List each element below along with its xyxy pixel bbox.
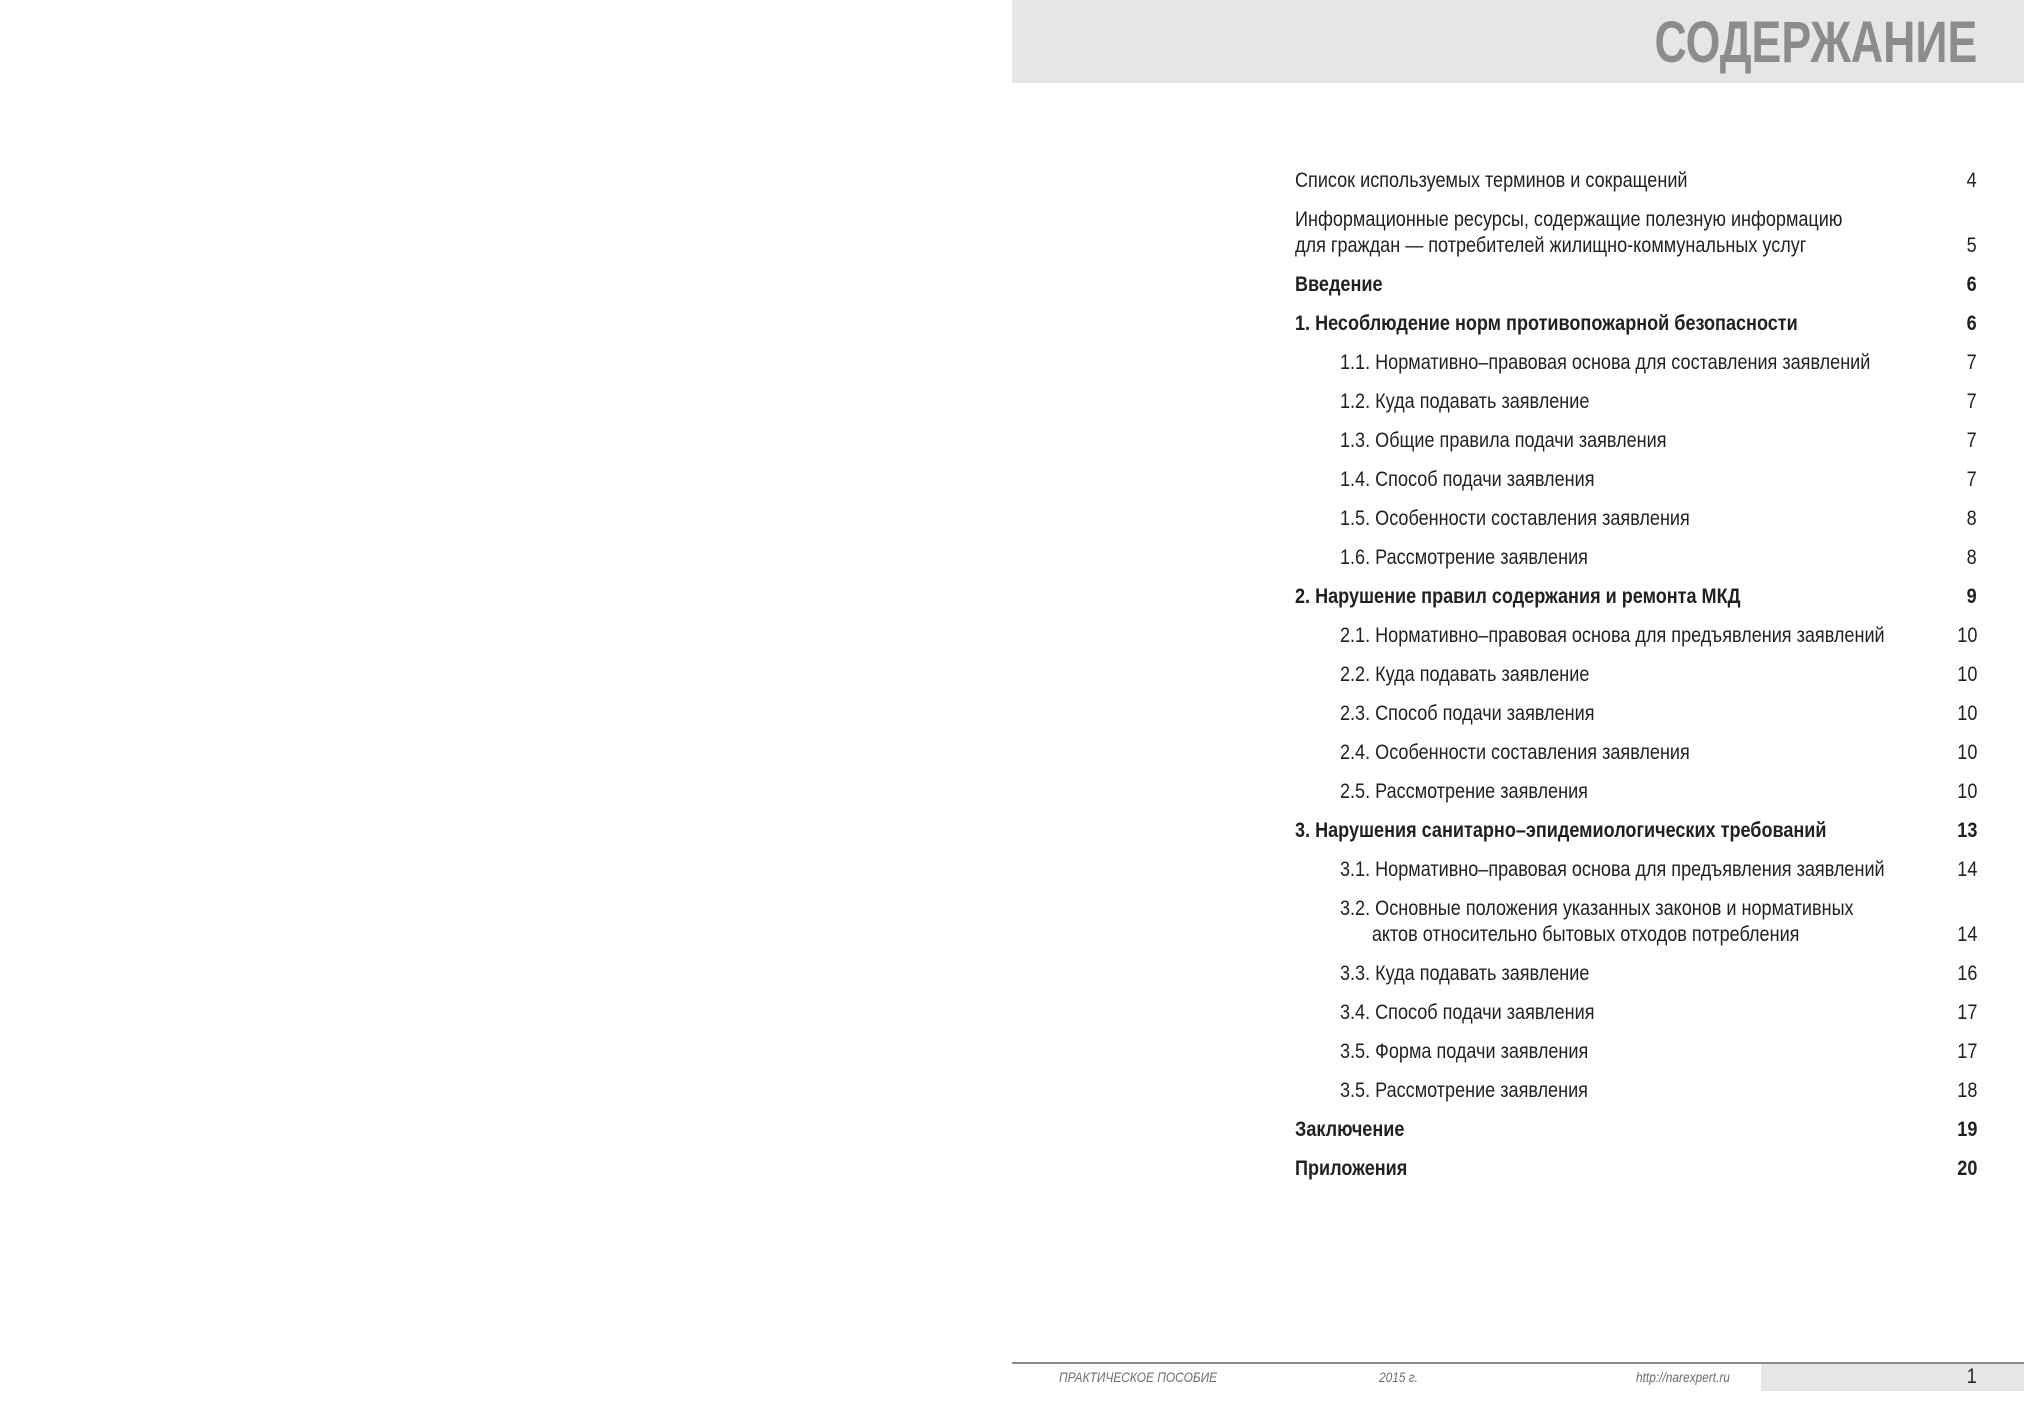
toc-entry-page: 10 — [1956, 741, 1977, 764]
toc-entry[interactable] — [1295, 740, 1977, 766]
toc-entry[interactable] — [1295, 623, 1977, 649]
toc-entry-page: 9 — [1966, 585, 1977, 608]
toc-entry-line: 2.5. Рассмотрение заявления — [1340, 780, 1588, 803]
toc-entry[interactable] — [1295, 701, 1977, 727]
toc-entry-title — [1295, 428, 1960, 454]
toc-entry-title — [1295, 662, 1960, 688]
toc-entry-line: Заключение — [1295, 1118, 1405, 1141]
toc-entry[interactable] — [1295, 1039, 1977, 1065]
toc-entry-page: 10 — [1956, 624, 1977, 647]
toc-entry-line: 1.2. Куда подавать заявление — [1340, 390, 1590, 413]
toc-entry-line: 2.1. Нормативно–правовая основа для предъявления заявлений — [1340, 624, 1885, 647]
toc-entry[interactable] — [1295, 389, 1977, 415]
toc-entry-title — [1295, 506, 1960, 532]
toc-entry-page: 7 — [1966, 468, 1977, 491]
toc-entry-line: Приложения — [1295, 1157, 1408, 1180]
toc-entry[interactable] — [1295, 779, 1977, 805]
toc-entry-line: Введение — [1295, 273, 1383, 296]
toc-entry-page: 10 — [1956, 702, 1977, 725]
toc-entry-page: 10 — [1956, 663, 1977, 686]
footer-publication-type: ПРАКТИЧЕСКОЕ ПОСОБИЕ — [1059, 1369, 1218, 1385]
toc-entry[interactable] — [1295, 818, 1977, 844]
toc-entry-title — [1295, 467, 1960, 493]
toc-entry[interactable] — [1295, 857, 1977, 883]
header-band — [1012, 0, 2024, 83]
toc-entry[interactable] — [1295, 896, 1977, 948]
toc-entry-title — [1295, 623, 1960, 649]
toc-entry-line: 3.3. Куда подавать заявление — [1340, 962, 1590, 985]
toc-entry[interactable] — [1295, 467, 1977, 493]
toc-entry[interactable] — [1295, 350, 1977, 376]
toc-entry[interactable] — [1295, 428, 1977, 454]
toc-entry-page: 14 — [1956, 923, 1977, 946]
toc-entry-page: 5 — [1966, 234, 1977, 257]
toc-entry-title — [1295, 584, 1915, 610]
toc-entry-title — [1295, 272, 1915, 298]
toc-entry[interactable] — [1295, 168, 1977, 194]
toc-entry-line: для граждан — потребителей жилищно-коммунальных услуг — [1295, 234, 1807, 257]
toc-entry-title — [1295, 545, 1960, 571]
toc-entry-title — [1295, 818, 1915, 844]
toc-entry-title — [1295, 896, 1960, 948]
toc-entry-page: 6 — [1966, 273, 1977, 296]
toc-entry-page: 8 — [1966, 546, 1977, 569]
toc-entry[interactable] — [1295, 584, 1977, 610]
toc-entry-title — [1295, 389, 1960, 415]
toc-entry-title — [1295, 779, 1960, 805]
toc-entry-title — [1295, 1000, 1960, 1026]
footer-url[interactable]: http://narexpert.ru — [1636, 1369, 1730, 1385]
toc-entry-page: 7 — [1966, 390, 1977, 413]
toc-entry-page: 10 — [1956, 780, 1977, 803]
toc-entry[interactable] — [1295, 961, 1977, 987]
toc-entry-title — [1295, 311, 1915, 337]
toc-entry-line: 1.3. Общие правила подачи заявления — [1340, 429, 1667, 452]
toc-entry[interactable] — [1295, 207, 1977, 259]
toc-entry-line: Список используемых терминов и сокращений — [1295, 169, 1688, 192]
table-of-contents — [1295, 168, 1977, 1195]
toc-entry[interactable] — [1295, 662, 1977, 688]
toc-entry-line: 1.4. Способ подачи заявления — [1340, 468, 1595, 491]
toc-entry-line: Информационные ресурсы, содержащие полезную информацию — [1295, 208, 1843, 231]
toc-entry-title — [1295, 207, 1915, 259]
toc-entry-page: 20 — [1956, 1157, 1977, 1180]
toc-entry-page: 7 — [1966, 429, 1977, 452]
toc-entry-line: 3.4. Способ подачи заявления — [1340, 1001, 1595, 1024]
toc-entry[interactable] — [1295, 1000, 1977, 1026]
toc-entry-page: 8 — [1966, 507, 1977, 530]
toc-entry-page: 16 — [1956, 962, 1977, 985]
toc-entry-line: 1.5. Особенности составления заявления — [1340, 507, 1690, 530]
toc-entry-line: 3. Нарушения санитарно–эпидемиологических требований — [1295, 819, 1827, 842]
toc-entry[interactable] — [1295, 272, 1977, 298]
toc-entry-title — [1295, 857, 1960, 883]
toc-entry-title — [1295, 168, 1915, 194]
toc-entry-line: актов относительно бытовых отходов потребления — [1371, 923, 1800, 946]
footer-year: 2015 г. — [1379, 1369, 1418, 1385]
toc-entry-line: 2.4. Особенности составления заявления — [1340, 741, 1690, 764]
toc-entry-line: 2.2. Куда подавать заявление — [1340, 663, 1590, 686]
toc-entry-page: 13 — [1956, 819, 1977, 842]
toc-entry-page: 18 — [1956, 1079, 1977, 1102]
toc-entry-page: 7 — [1966, 351, 1977, 374]
toc-entry-title — [1295, 961, 1960, 987]
toc-entry-title — [1295, 350, 1960, 376]
toc-entry[interactable] — [1295, 311, 1977, 337]
toc-entry-line: 1. Несоблюдение норм противопожарной безопасности — [1295, 312, 1798, 335]
toc-entry-page: 17 — [1956, 1040, 1977, 1063]
toc-entry-line: 3.5. Рассмотрение заявления — [1340, 1079, 1588, 1102]
toc-entry-title — [1295, 1039, 1960, 1065]
toc-entry-line: 1.1. Нормативно–правовая основа для составления заявлений — [1340, 351, 1871, 374]
toc-entry[interactable] — [1295, 545, 1977, 571]
toc-entry-title — [1295, 1156, 1915, 1182]
toc-entry-page: 17 — [1956, 1001, 1977, 1024]
toc-entry[interactable] — [1295, 1156, 1977, 1182]
toc-entry-line: 3.1. Нормативно–правовая основа для предъявления заявлений — [1340, 858, 1885, 881]
toc-entry[interactable] — [1295, 506, 1977, 532]
toc-entry-page: 19 — [1956, 1118, 1977, 1141]
toc-entry-page: 4 — [1966, 169, 1977, 192]
toc-entry-line: 1.6. Рассмотрение заявления — [1340, 546, 1588, 569]
page-number: 1 — [1967, 1365, 1977, 1388]
page-number-box — [1761, 1364, 2024, 1391]
toc-entry-title — [1295, 740, 1960, 766]
toc-entry-line: 2. Нарушение правил содержания и ремонта МКД — [1295, 585, 1741, 608]
toc-entry[interactable] — [1295, 1078, 1977, 1104]
toc-entry-title — [1295, 701, 1960, 727]
toc-entry-title — [1295, 1117, 1915, 1143]
toc-entry-line: 2.3. Способ подачи заявления — [1340, 702, 1595, 725]
toc-entry-line: 3.5. Форма подачи заявления — [1340, 1040, 1589, 1063]
toc-entry-line: 3.2. Основные положения указанных законов и нормативных — [1340, 897, 1854, 920]
toc-entry-title — [1295, 1078, 1960, 1104]
toc-entry[interactable] — [1295, 1117, 1977, 1143]
page-title: СОДЕРЖАНИЕ — [1654, 10, 1977, 75]
toc-entry-page: 6 — [1966, 312, 1977, 335]
toc-entry-page: 14 — [1956, 858, 1977, 881]
